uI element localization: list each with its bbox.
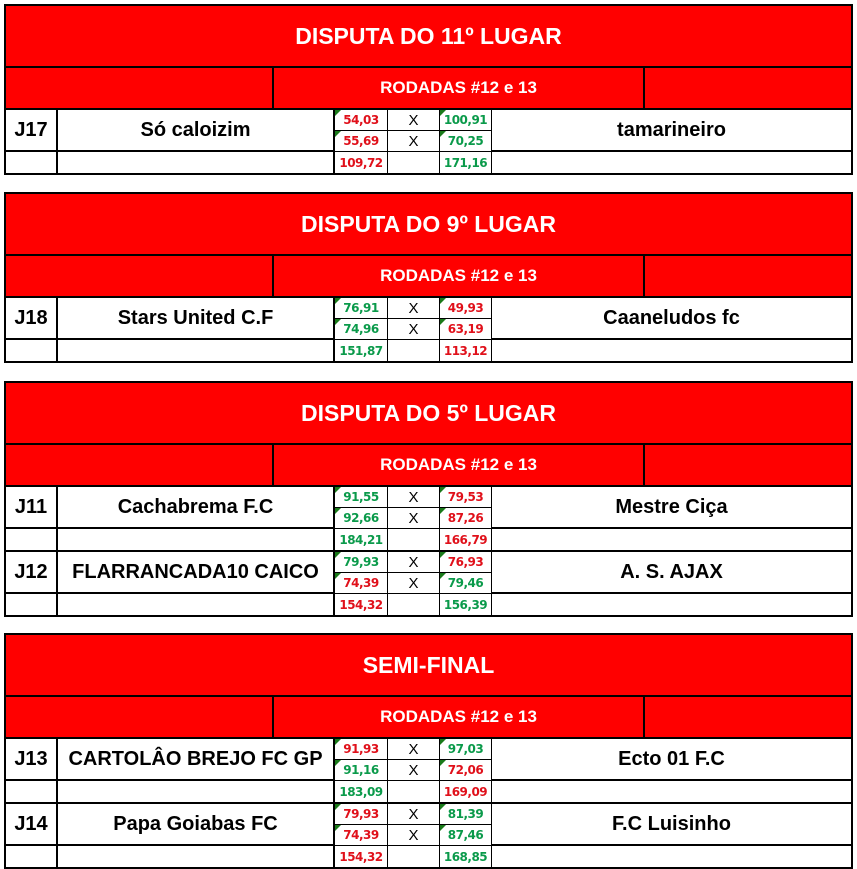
blank-cell — [58, 152, 335, 173]
match-J17 — [6, 110, 851, 173]
versus-mark: X — [388, 508, 440, 529]
blank-cell — [388, 152, 440, 173]
blank-cell — [58, 340, 335, 361]
versus-mark: X — [388, 552, 440, 573]
away-score-cell[interactable]: 97,03 — [440, 739, 492, 760]
away-score-cell[interactable]: 79,53 — [440, 487, 492, 508]
away-score-cell[interactable]: 70,25 — [440, 131, 492, 152]
away-team: A. S. AJAX — [492, 552, 851, 594]
home-team: Stars United C.F — [58, 298, 335, 340]
blank-cell — [58, 529, 335, 550]
section-title: SEMI-FINAL — [6, 635, 851, 697]
blank-cell — [492, 340, 851, 361]
home-team: CARTOLÂO BREJO FC GP — [58, 739, 335, 781]
blank-cell — [6, 594, 58, 615]
blank-cell — [388, 781, 440, 802]
away-score-cell[interactable]: 87,46 — [440, 825, 492, 846]
rounds-header — [6, 697, 851, 739]
versus-mark: X — [388, 131, 440, 152]
match-id: J14 — [6, 804, 58, 846]
home-score-cell[interactable]: 74,39 — [335, 573, 388, 594]
blank-cell — [6, 529, 58, 550]
rounds-blank — [645, 68, 851, 108]
blank-cell — [388, 529, 440, 550]
rounds-label: RODADAS #12 e 13 — [274, 697, 645, 737]
blank-cell — [58, 781, 335, 802]
rounds-blank — [6, 68, 274, 108]
rounds-blank — [645, 445, 851, 485]
match-id: J17 — [6, 110, 58, 152]
away-total: 169,09 — [440, 781, 492, 802]
home-score-cell[interactable]: 91,16 — [335, 760, 388, 781]
match-J13 — [6, 739, 851, 802]
rounds-label: RODADAS #12 e 13 — [274, 256, 645, 296]
home-total: 184,21 — [335, 529, 388, 550]
rounds-blank — [6, 697, 274, 737]
home-team: Papa Goiabas FC — [58, 804, 335, 846]
match-J12 — [6, 550, 851, 615]
rounds-label: RODADAS #12 e 13 — [274, 68, 645, 108]
away-score-cell[interactable]: 63,19 — [440, 319, 492, 340]
home-total: 151,87 — [335, 340, 388, 361]
section-title: DISPUTA DO 9º LUGAR — [6, 194, 851, 256]
section-title: DISPUTA DO 5º LUGAR — [6, 383, 851, 445]
versus-mark: X — [388, 825, 440, 846]
versus-mark: X — [388, 298, 440, 319]
home-score-cell[interactable]: 79,93 — [335, 804, 388, 825]
home-score-cell[interactable]: 74,96 — [335, 319, 388, 340]
match-id: J18 — [6, 298, 58, 340]
section-0 — [4, 4, 853, 175]
away-score-cell[interactable]: 81,39 — [440, 804, 492, 825]
blank-cell — [6, 846, 58, 867]
match-id: J12 — [6, 552, 58, 594]
rounds-blank — [645, 697, 851, 737]
rounds-header — [6, 68, 851, 110]
away-score-cell[interactable]: 76,93 — [440, 552, 492, 573]
away-team: F.C Luisinho — [492, 804, 851, 846]
blank-cell — [492, 529, 851, 550]
match-J18 — [6, 298, 851, 361]
away-score-cell[interactable]: 79,46 — [440, 573, 492, 594]
away-total: 171,16 — [440, 152, 492, 173]
rounds-label: RODADAS #12 e 13 — [274, 445, 645, 485]
home-total: 183,09 — [335, 781, 388, 802]
versus-mark: X — [388, 573, 440, 594]
rounds-blank — [6, 445, 274, 485]
away-total: 168,85 — [440, 846, 492, 867]
home-team: Cachabrema F.C — [58, 487, 335, 529]
blank-cell — [6, 152, 58, 173]
section-1 — [4, 192, 853, 363]
away-total: 113,12 — [440, 340, 492, 361]
blank-cell — [492, 781, 851, 802]
away-score-cell[interactable]: 72,06 — [440, 760, 492, 781]
home-score-cell[interactable]: 54,03 — [335, 110, 388, 131]
away-score-cell[interactable]: 49,93 — [440, 298, 492, 319]
section-title: DISPUTA DO 11º LUGAR — [6, 6, 851, 68]
versus-mark: X — [388, 487, 440, 508]
away-score-cell[interactable]: 100,91 — [440, 110, 492, 131]
home-total: 154,32 — [335, 846, 388, 867]
blank-cell — [388, 594, 440, 615]
home-score-cell[interactable]: 91,93 — [335, 739, 388, 760]
home-team: Só caloizim — [58, 110, 335, 152]
match-id: J13 — [6, 739, 58, 781]
blank-cell — [6, 781, 58, 802]
home-score-cell[interactable]: 79,93 — [335, 552, 388, 573]
home-score-cell[interactable]: 55,69 — [335, 131, 388, 152]
away-team: tamarineiro — [492, 110, 851, 152]
home-score-cell[interactable]: 74,39 — [335, 825, 388, 846]
away-total: 156,39 — [440, 594, 492, 615]
versus-mark: X — [388, 804, 440, 825]
versus-mark: X — [388, 110, 440, 131]
versus-mark: X — [388, 739, 440, 760]
blank-cell — [492, 846, 851, 867]
versus-mark: X — [388, 319, 440, 340]
rounds-blank — [6, 256, 274, 296]
blank-cell — [388, 846, 440, 867]
home-score-cell[interactable]: 91,55 — [335, 487, 388, 508]
match-J14 — [6, 802, 851, 867]
section-3 — [4, 633, 853, 869]
away-team: Ecto 01 F.C — [492, 739, 851, 781]
home-total: 154,32 — [335, 594, 388, 615]
blank-cell — [58, 846, 335, 867]
section-2 — [4, 381, 853, 617]
rounds-blank — [645, 256, 851, 296]
home-team: FLARRANCADA10 CAICO — [58, 552, 335, 594]
versus-mark: X — [388, 760, 440, 781]
away-score-cell[interactable]: 87,26 — [440, 508, 492, 529]
blank-cell — [492, 152, 851, 173]
blank-cell — [388, 340, 440, 361]
rounds-header — [6, 256, 851, 298]
home-total: 109,72 — [335, 152, 388, 173]
away-team: Mestre Ciça — [492, 487, 851, 529]
home-score-cell[interactable]: 76,91 — [335, 298, 388, 319]
away-team: Caaneludos fc — [492, 298, 851, 340]
blank-cell — [492, 594, 851, 615]
match-id: J11 — [6, 487, 58, 529]
blank-cell — [6, 340, 58, 361]
home-score-cell[interactable]: 92,66 — [335, 508, 388, 529]
rounds-header — [6, 445, 851, 487]
blank-cell — [58, 594, 335, 615]
away-total: 166,79 — [440, 529, 492, 550]
match-J11 — [6, 487, 851, 550]
